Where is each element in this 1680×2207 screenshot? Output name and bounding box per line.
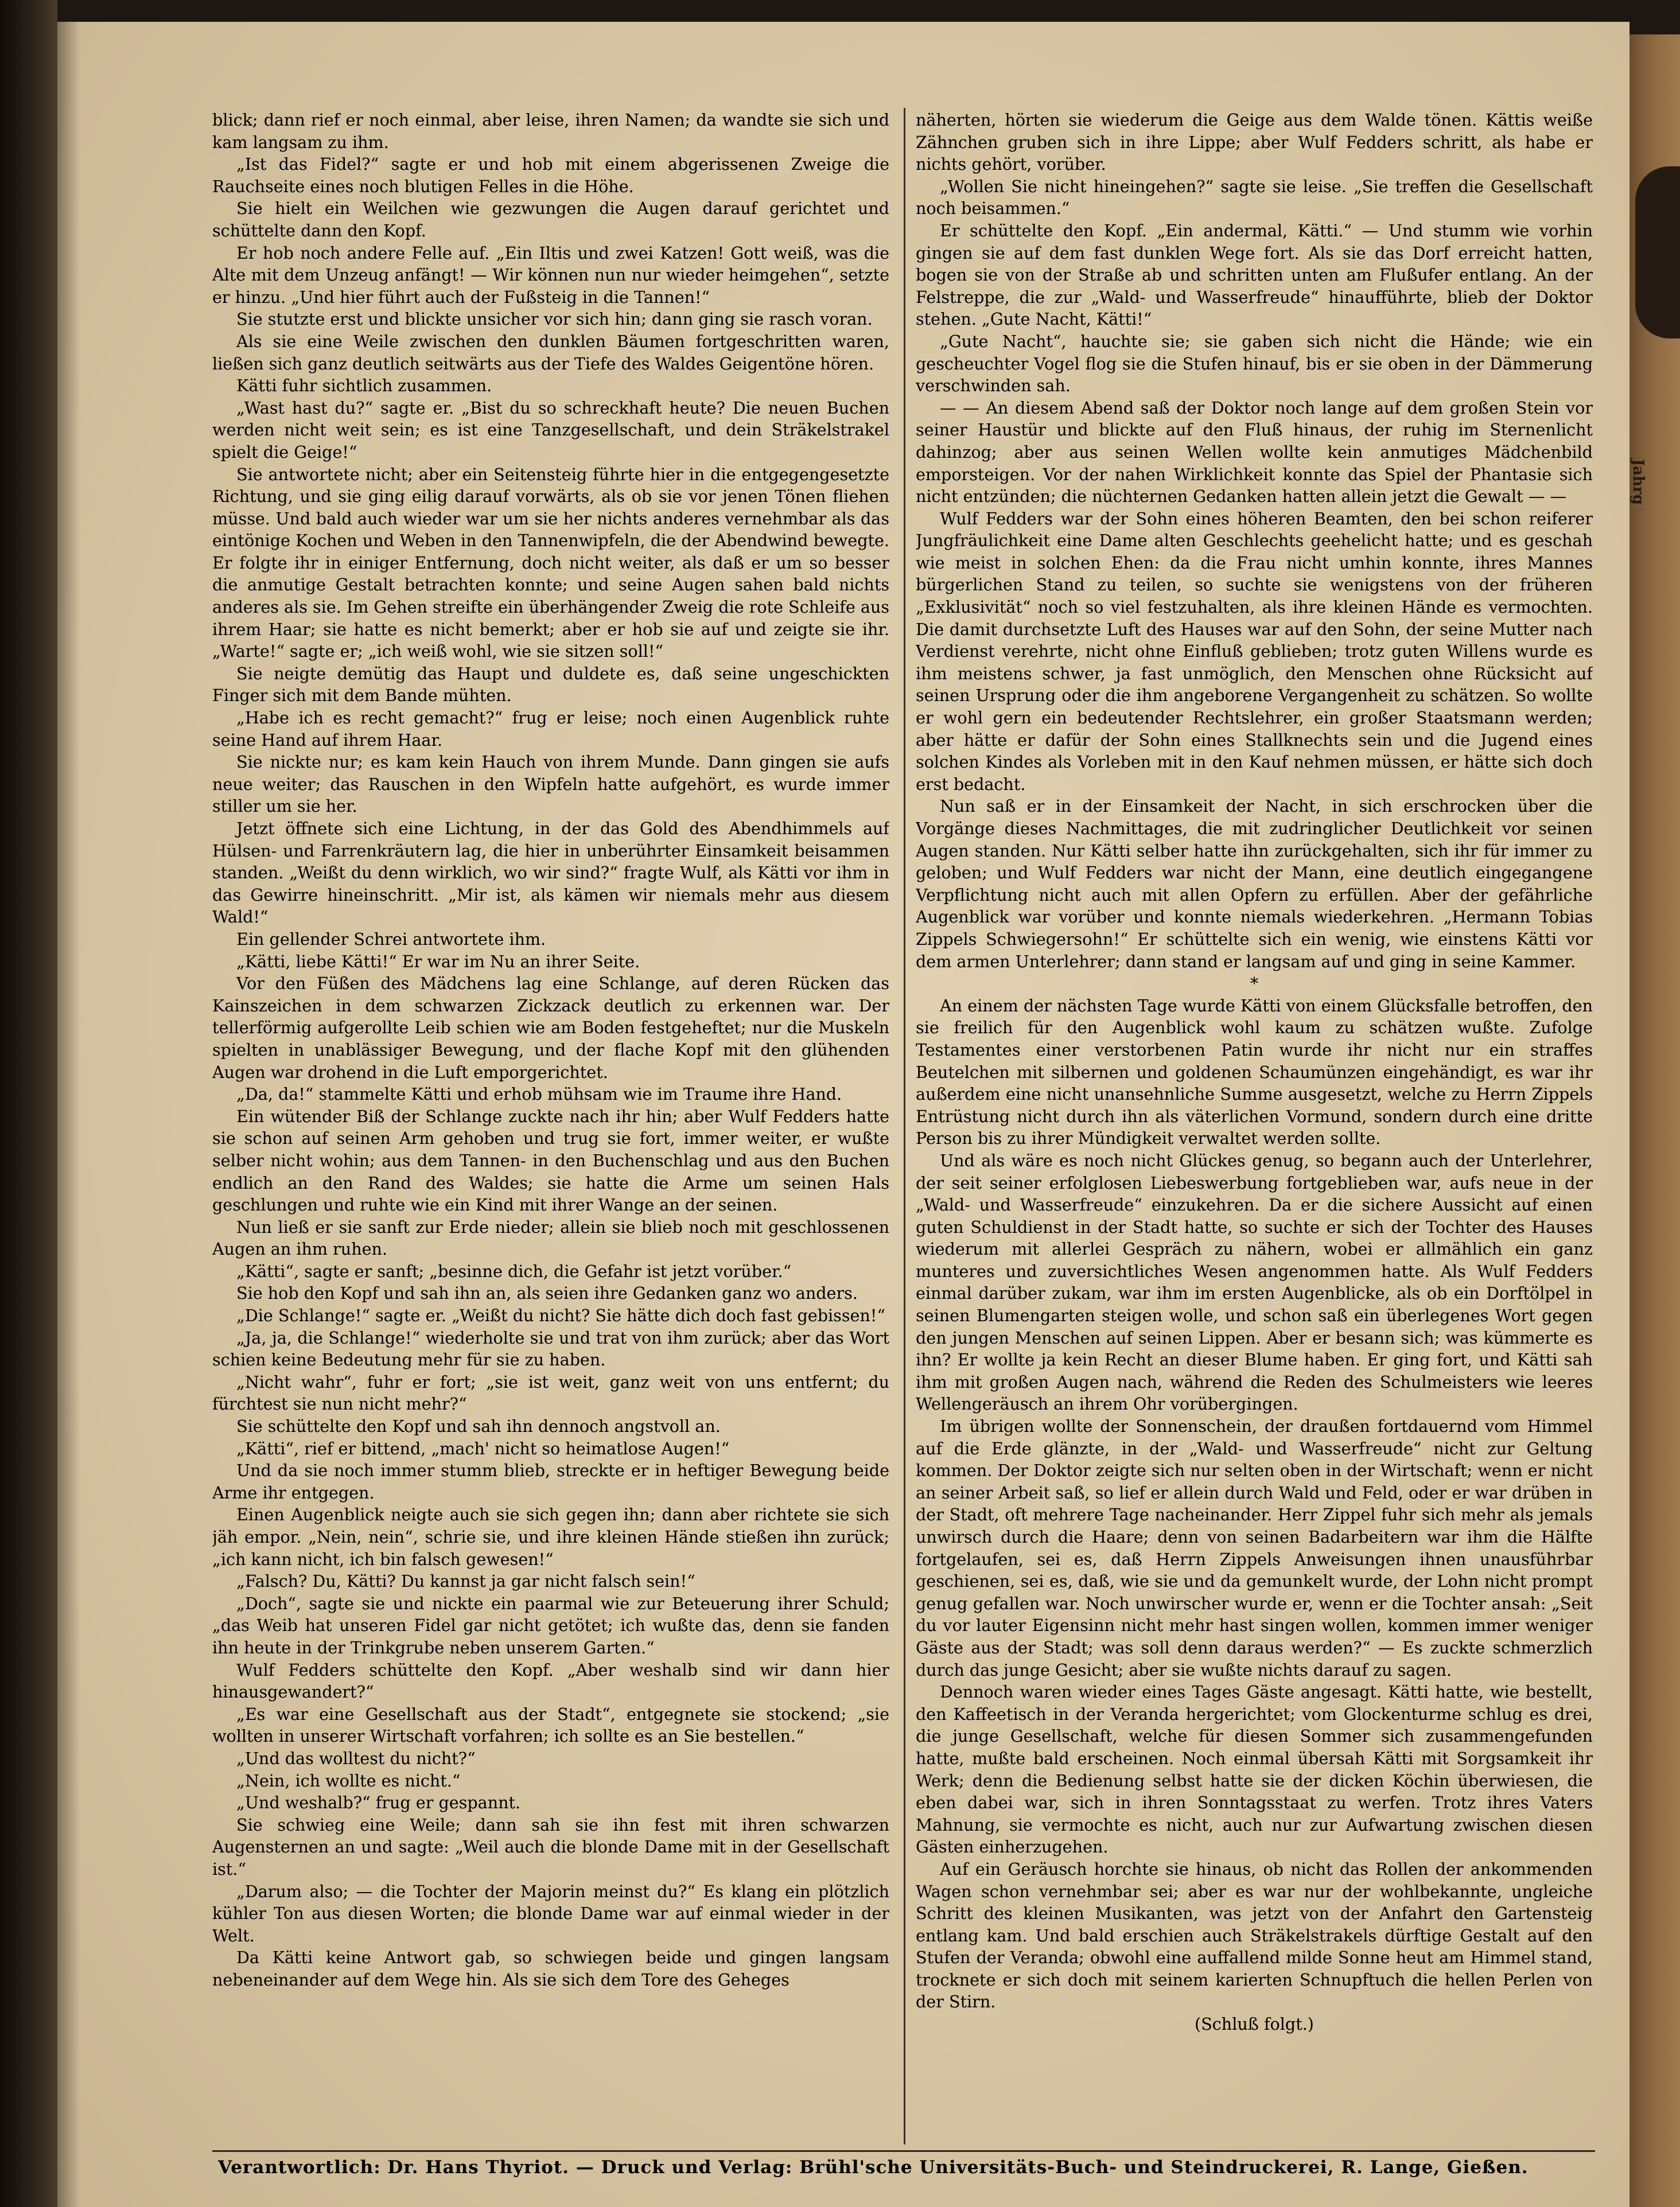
centered-line: *: [1250, 974, 1259, 994]
paragraph: Wulf Fedders schüttelte den Kopf. „Aber weshalb sind wir dann hier hinausgewandert?“: [212, 1660, 889, 1702]
paragraph: Nun saß er in der Einsamkeit der Nacht, in sich erschrocken über die Vorgänge dieses Nachmittages, die mit zudringlicher Deutlichkeit vor seinen Augen standen. Nur Kätti selber hatte ihn zurückgehalten, sich ihr für immer zu geloben; und Wulf Fedders war nicht der Mann, eine deutlich eingegangene Verpflichtung nicht auch mit allen Opfern zu erfüllen. Aber der gefährliche Augenblick war vorüber und konnte niemals wiederkehren. „Hermann Tobias Zippels Schwiegersohn!“ Er schüttelte sich ein wenig, wie einstens Kätti vor dem armen Unterlehrer; dann stand er langsam auf und ging in seine Kammer.: [916, 796, 1593, 971]
paragraph: Da Kätti keine Antwort gab, so schwiegen beide und gingen langsam nebeneinander auf dem Wege hin. Als sie sich dem Tore des Geheges: [212, 1948, 889, 1990]
text-column-left: [212, 109, 889, 2140]
paragraph: Kätti fuhr sichtlich zusammen.: [236, 376, 492, 396]
paragraph: „Falsch? Du, Kätti? Du kannst ja gar nicht falsch sein!“: [236, 1571, 695, 1591]
paragraph: „Es war eine Gesellschaft aus der Stadt“, entgegnete sie stockend; „sie wollten in unserer Wirtschaft vorfahren; ich sollte es an Sie bestellen.“: [212, 1704, 889, 1746]
paragraph: Und als wäre es noch nicht Glückes genug, so begann auch der Unterlehrer, der seit seiner erfolglosen Liebeswerbung fortgeblieben war, aufs neue in der „Wald- und Wasserfreude“ einzukehren. Da er die sichere Aussicht auf einen guten Schuldienst in der Stadt hatte, so suchte er sich der Tochter des Hauses wiederum mit allerlei Gespräch zu nähern, wobei er allmählich ein ganz munteres und zuversichtliches Wesen angenommen hatte. Als Wulf Fedders einmal darüber zukam, war ihm im ersten Augenblicke, als ob ein Dorftölpel in seinen Blumengarten steigen wolle, und schon saß ein überlegenes Wort gegen den jungen Menschen auf seinen Lippen. Aber er besann sich; was kümmerte es ihn? Er wollte ja kein Recht an dieser Blume haben. Er ging fort, und Kätti sah ihm mit großen Augen nach, während die Reden des Schulmeisters wie leeres Wellengeräusch an ihrem Ohr vorübergingen.: [916, 1150, 1593, 1414]
paragraph: Dennoch waren wieder eines Tages Gäste angesagt. Kätti hatte, wie bestellt, den Kaffeetisch in der Veranda hergerichtet; vom Glockenturme schlug es drei, die junge Gesellschaft, welche für diesen Sommer sich zusammengefunden hatte, mußte bald erscheinen. Noch einmal übersah Kätti mit Sorgsamkeit ihr Werk; denn die Bedienung selbst hatte sie der dicken Köchin überwiesen, die eben dabei war, sich in ihren Sonntagsstaat zu werfen. Trotz ihres Vaters Mahnung, sie vermochte es nicht, auch nur zur Aufwartung zwischen diesen Gästen einherzugehen.: [916, 1682, 1593, 1857]
paragraph: „Und weshalb?“ frug er gespannt.: [236, 1793, 521, 1813]
paragraph: Sie nickte nur; es kam kein Hauch von ihrem Munde. Dann gingen sie aufs neue weiter; das Rauschen in den Wipfeln hatte aufgehört, es wurde immer stiller um sie her.: [212, 752, 889, 816]
paragraph: „Und das wolltest du nicht?“: [236, 1748, 476, 1768]
paragraph: Auf ein Geräusch horchte sie hinaus, ob nicht das Rollen der ankommenden Wagen schon vernehmbar sei; aber es war nur der wohlbekannte, ungleiche Schritt des kleinen Musikanten, was jetzt von der Anfahrt den Gartensteig entlang kam. Und bald erschien auch Sträkelstrakels dürftige Gestalt auf den Stufen der Veranda; obwohl eine auffallend milde Sonne heut am Himmel stand, trocknete er sich doch mit seinem karierten Schnupftuch die hellen Perlen von der Stirn.: [916, 1859, 1593, 2012]
paragraph: Sie schwieg eine Weile; dann sah sie ihn fest mit ihren schwarzen Augensternen an und sagte: „Weil auch die blonde Dame mit in der Gesellschaft ist.“: [212, 1815, 889, 1879]
paragraph: Vor den Füßen des Mädchens lag eine Schlange, auf deren Rücken das Kainszeichen in dem schwarzen Zickzack deutlich zu erkennen war. Der tellerförmig aufgerollte Leib schien wie am Boden festgeheftet; nur die Muskeln spielten in unablässiger Bewegung, und der flache Kopf mit den glühenden Augen war drohend in die Luft emporgerichtet.: [212, 974, 889, 1082]
paragraph: An einem der nächsten Tage wurde Kätti von einem Glücksfalle betroffen, den sie freilich für den Augenblick wohl kaum zu schätzen wußte. Zufolge Testamentes einer verstorbenen Patin wurde ihr nicht nur ein straffes Beutelchen mit silbernen und goldenen Schaumünzen eingehändigt, es war ihr außerdem eine nicht unansehnliche Summe ausgesetzt, welche zu Herrn Zippels Entrüstung nicht durch ihn als väterlichen Vormund, sondern durch eine dritte Person bis zu ihrer Mündigkeit verwaltet werden sollte.: [916, 995, 1593, 1149]
paragraph: Sie stutzte erst und blickte unsicher vor sich hin; dann ging sie rasch voran.: [236, 309, 873, 329]
column-divider: [904, 108, 905, 2144]
adjacent-page-label: Jahrg: [1630, 459, 1647, 505]
paragraph: Sie schüttelte den Kopf und sah ihn dennoch angstvoll an.: [236, 1416, 721, 1437]
paragraph: Er schüttelte den Kopf. „Ein andermal, Kätti.“ — Und stumm wie vorhin gingen sie auf dem fast dunklen Wege fort. Als sie das Dorf erreicht hatten, bogen sie von der Straße ab und schritten unten am Flußufer entlang. An der Felstreppe, die zur „Wald- und Wasserfreude“ hinaufführte, blieb der Doktor stehen. „Gute Nacht, Kätti!“: [916, 220, 1593, 329]
publisher-imprint: Verantwortlich: Dr. Hans Thyriot. — Druck und Verlag: Brühl'sche Universitäts-Buch- und Steindruckerei, R. Lange, Gießen.: [218, 2157, 1529, 2178]
paragraph: Ein wütender Biß der Schlange zuckte nach ihr hin; aber Wulf Fedders hatte sie schon auf seinen Arm gehoben und trug sie fort, immer weiter, er wußte selber nicht wohin; aus dem Tannen- in den Buchenschlag und aus den Buchen endlich an den Rand des Waldes; sie hatte die Arme um seinen Hals geschlungen und ruhte wie ein Kind mit ihrer Wange an der seinen.: [212, 1106, 889, 1215]
paragraph: Sie hob den Kopf und sah ihn an, als seien ihre Gedanken ganz wo anders.: [236, 1283, 858, 1303]
paragraph: „Doch“, sagte sie und nickte ein paarmal wie zur Beteuerung ihrer Schuld; „das Weib hat unseren Fidel gar nicht getötet; ich wußte das, denn sie fanden ihn heute in der Trinkgrube neben unserem Garten.“: [212, 1593, 889, 1657]
paragraph: Jetzt öffnete sich eine Lichtung, in der das Gold des Abendhimmels auf Hülsen- und Farrenkräutern lag, die hier in unberührter Einsamkeit beisammen standen. „Weißt du denn wirklich, wo wir sind?“ fragte Wulf, als Kätti vor ihm in das Gewirre hineinschritt. „Mir ist, als kämen wir niemals mehr aus diesem Wald!“: [212, 819, 889, 927]
adjacent-masthead: [1635, 166, 1680, 338]
paragraph: Wulf Fedders war der Sohn eines höheren Beamten, den bei schon reiferer Jungfräulichkeit eine Dame alten Geschlechts geehelicht hatte; und es geschah wie meist in solchen Ehen: da die Frau nicht umhin konnte, ihres Mannes bürgerlichen Stand zu teilen, so suchte sie wenigstens von der früheren „Exklusivität“ noch so viel festzuhalten, als ihre kleinen Hände es vermochten. Die damit durchsetzte Luft des Hauses war auf den Sohn, der seine Mutter nach Verdienst verehrte, nicht ohne Einfluß geblieben; trotz guten Willens wurde es ihm meistens schwer, ja fast unmöglich, den Menschen ohne Rücksicht auf seinen Ursprung oder die ihm angeborene Vergangenheit zu schätzen. So wollte er wohl gern ein bedeutender Rechtslehrer, ein großer Staatsmann werden; aber hätte er dafür der Sohn eines Stallknechts sein und die Jugend eines solchen Kindes als Vorleben mit in den Kauf nehmen müssen, er hätte sich doch erst bedacht.: [916, 508, 1593, 794]
paragraph: „Ja, ja, die Schlange!“ wiederholte sie und trat von ihm zurück; aber das Wort schien keine Bedeutung mehr für sie zu haben.: [212, 1328, 889, 1370]
paragraph: „Nicht wahr“, fuhr er fort; „sie ist weit, ganz weit von uns entfernt; du fürchtest sie nun nicht mehr?“: [212, 1372, 889, 1414]
footer-rule: [212, 2150, 1595, 2152]
book-binding: [0, 0, 57, 2207]
paragraph: „Kätti, liebe Kätti!“ Er war im Nu an ihrer Seite.: [236, 951, 640, 971]
paragraph: „Wast hast du?“ sagte er. „Bist du so schreckhaft heute? Die neuen Buchen werden nicht weit sein; es ist eine Tanzgesellschaft, und dein Sträkelstrakel spielt die Geige!“: [212, 398, 889, 462]
paragraph: Er hob noch andere Felle auf. „Ein Iltis und zwei Katzen! Gott weiß, was die Alte mit dem Unzeug anfängt! — Wir können nun nur wieder heimgehen“, setzte er hinzu. „Und hier führt auch der Fußsteig in die Tannen!“: [212, 243, 889, 307]
paragraph: „Habe ich es recht gemacht?“ frug er leise; noch einen Augenblick ruhte seine Hand auf ihrem Haar.: [212, 708, 889, 750]
paragraph: „Kätti“, sagte er sanft; „besinne dich, die Gefahr ist jetzt vorüber.“: [236, 1261, 792, 1281]
centered-line: (Schluß folgt.): [1195, 2014, 1314, 2034]
paragraph: Einen Augenblick neigte auch sie sich gegen ihn; dann aber richtete sie sich jäh empor. „Nein, nein“, schrie sie, und ihre kleinen Hände stießen ihn zurück; „ich kann nicht, ich bin falsch gewesen!“: [212, 1505, 889, 1569]
paragraph: „Gute Nacht“, hauchte sie; sie gaben sich nicht die Hände; wie ein gescheuchter Vogel flog sie die Stufen hinauf, bis er sie oben in der Dämmerung verschwinden sah.: [916, 331, 1593, 396]
page-gutter-shadow: [57, 22, 80, 2207]
paragraph: Sie neigte demütig das Haupt und duldete es, daß seine ungeschickten Finger sich mit dem Bande mühten.: [212, 663, 889, 706]
paragraph: — — An diesem Abend saß der Doktor noch lange auf dem großen Stein vor seiner Haustür und blickte auf den Fluß hinaus, der ruhig im Sternenlicht dahinzog; aber aus seinen Wellen wollte kein anmutiges Mädchenbild emporsteigen. Vor der nahen Wirklichkeit konnte das Spiel der Phantasie sich nicht entzünden; die nüchternen Gedanken hatten allein jetzt die Gewalt — —: [916, 398, 1593, 507]
paragraph: Nun ließ er sie sanft zur Erde nieder; allein sie blieb noch mit geschlossenen Augen an ihm ruhen.: [212, 1217, 889, 1259]
paragraph: „Darum also; — die Tochter der Majorin meinst du?“ Es klang ein plötzlich kühler Ton aus diesen Worten; die blonde Dame war auf einmal wieder in der Welt.: [212, 1881, 889, 1945]
paragraph: blick; dann rief er noch einmal, aber leise, ihren Namen; da wandte sie sich und kam langsam zu ihm.: [212, 110, 889, 152]
paragraph: näherten, hörten sie wiederum die Geige aus dem Walde tönen. Kättis weiße Zähnchen gruben sich in ihre Lippe; aber Wulf Fedders schritt, als habe er nichts gehört, vorüber.: [916, 110, 1593, 174]
paragraph: „Ist das Fidel?“ sagte er und hob mit einem abgerissenen Zweige die Rauchseite eines noch blutigen Felles in die Höhe.: [212, 154, 889, 196]
paragraph: Im übrigen wollte der Sonnenschein, der draußen fortdauernd vom Himmel auf die Erde glänzte, in der „Wald- und Wasserfreude“ nicht zur Geltung kommen. Der Doktor zeigte sich nur selten oben in der Wirtschaft; wenn er nicht an seiner Arbeit saß, so lief er allein durch Wald und Feld, oder er war drüben in der Stadt, oft mehrere Tage nacheinander. Herr Zippel fuhr sich mehr als jemals unwirsch durch die Haare; denn von seinen Badarbeitern war ihm die Hälfte fortgelaufen, sei es, daß Herrn Zippels Anweisungen ihnen unausführbar geschienen, sei es, daß, wie sie und da gemunkelt wurde, der Lohn nicht prompt genug gefallen war. Noch unwirscher wurde er, wenn er die Tochter ansah: „Seit du vor lauter Eigensinn nicht mehr hast singen wollen, kommen immer weniger Gäste aus der Stadt; was soll denn daraus werden?“ — Es zuckte schmerzlich durch das junge Gesicht; aber sie wußte nichts darauf zu sagen.: [916, 1416, 1593, 1680]
paragraph: Sie hielt ein Weilchen wie gezwungen die Augen darauf gerichtet und schüttelte dann den Kopf.: [212, 198, 889, 240]
paragraph: „Nein, ich wollte es nicht.“: [236, 1770, 461, 1790]
paragraph: Sie antwortete nicht; aber ein Seitensteig führte hier in die entgegengesetzte Richtung, und sie ging eilig darauf vorwärts, als ob sie vor jenen Tönen fliehen müsse. Und bald auch wieder war um sie her nichts anderes vernehmbar als das eintönige Kochen und Weben in den Tannenwipfeln, die der Abendwind bewegte. Er folgte ihr in einiger Entfernung, doch nicht weiter, als daß er um so besser die anmutige Gestalt betrachten konnte; und seine Augen sahen bald nichts anderes als sie. Im Gehen streifte ein überhängender Zweig die rote Schleife aus ihrem Haar; sie hatte es nicht bemerkt; aber er hob sie auf und zeigte sie ihr. „Warte!“ sagte er; „ich weiß wohl, wie sie sitzen soll!“: [212, 464, 889, 661]
adjacent-page-edge: [1630, 34, 1680, 2207]
paragraph: „Da, da!“ stammelte Kätti und erhob mühsam wie im Traume ihre Hand.: [236, 1084, 842, 1104]
paragraph: Und da sie noch immer stumm blieb, streckte er in heftiger Bewegung beide Arme ihr entgegen.: [212, 1461, 889, 1503]
paragraph: Ein gellender Schrei antwortete ihm.: [236, 929, 546, 949]
paragraph: „Die Schlange!“ sagte er. „Weißt du nicht? Sie hätte dich doch fast gebissen!“: [236, 1306, 885, 1326]
paragraph: Als sie eine Weile zwischen den dunklen Bäumen fortgeschritten waren, ließen sich ganz deutlich seitwärts aus der Tiefe des Waldes Geigentöne hören.: [212, 331, 889, 373]
paragraph: „Wollen Sie nicht hineingehen?“ sagte sie leise. „Sie treffen die Gesellschaft noch beisammen.“: [916, 176, 1593, 219]
paragraph: „Kätti“, rief er bittend, „mach' nicht so heimatlose Augen!“: [236, 1438, 730, 1458]
text-column-right: [916, 109, 1593, 2140]
